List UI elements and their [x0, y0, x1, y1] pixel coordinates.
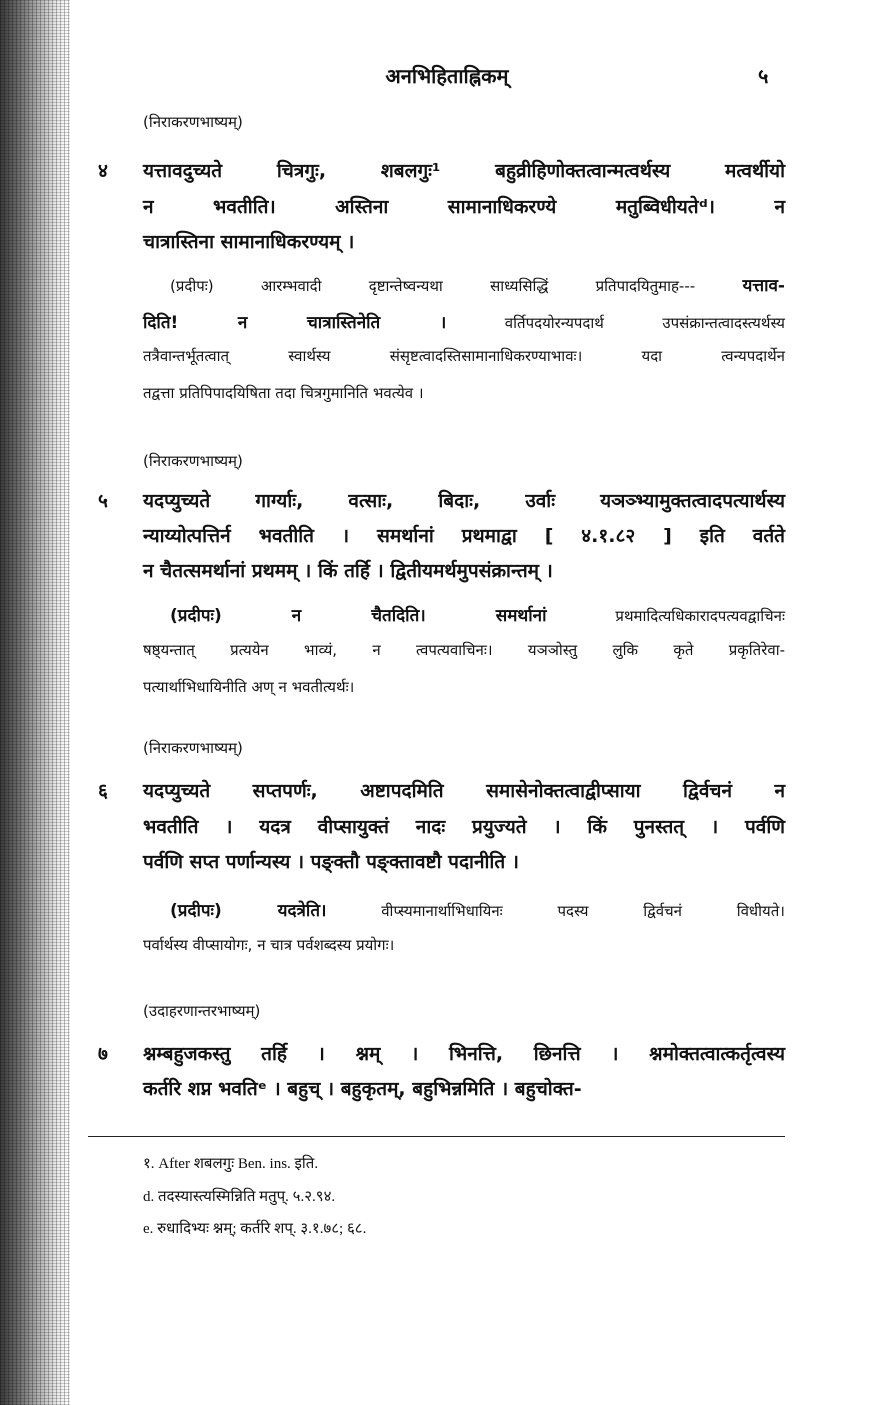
paragraph-number: ४ — [98, 160, 108, 182]
scan-edge-shadow — [0, 0, 70, 1405]
footnote: e. रुधादिभ्यः श्नम्; कर्तरि शप्. ३.१.७८; ६८. — [143, 1221, 367, 1237]
pradipa-segment: वीप्स्यमानार्थाभिधायिनः पदस्य द्विर्वचनं विधीयते। — [326, 902, 785, 920]
running-header-title: अनभिहिताह्निकम् — [385, 64, 509, 88]
bhashya-line: चात्रास्तिना सामानाधिकरण्यम् । — [143, 231, 355, 253]
pradipa-line — [143, 677, 785, 697]
paragraph-number: ५ — [98, 490, 108, 512]
pradipa-segment: (प्रदीपः) यदत्रेति। — [170, 901, 327, 921]
footnote-divider — [88, 1136, 785, 1137]
section-heading: (निराकरणभाष्यम्) — [143, 452, 243, 470]
bhashya-line: श्नम्बहुजकस्तु तर्हि । श्नम् । भिनत्ति, छिनत्ति । श्नमोक्तत्वात्कर्तृत्वस्य — [143, 1043, 785, 1065]
section-heading: (उदाहरणान्तरभाष्यम्) — [143, 1002, 261, 1020]
page-number: ५ — [758, 64, 769, 88]
bhashya-line: न चैतत्समर्थानां प्रथमम् । किं तर्हि । द्वितीयमर्थमुपसंक्रान्तम् । — [143, 560, 553, 582]
bhashya-line: पर्वणि सप्त पर्णान्यस्य । पङ्क्तौ पङ्क्तावष्टौ पदानीति । — [143, 851, 519, 873]
pradipa-segment: वर्तिपदयोरन्यपदार्थ उपसंक्रान्तत्वादस्त्यर्थस्य — [446, 314, 785, 332]
pradipa-line — [143, 935, 785, 955]
footnote: १. After शबलगुः Ben. ins. इति. — [143, 1156, 319, 1172]
pradipa-segment: तद्वत्ता प्रतिपिपादयिषिता तदा चित्रगुमानिति भवत्येव । — [143, 384, 424, 402]
section-heading: (निराकरणभाष्यम्) — [143, 739, 243, 757]
pradipa-segment: पत्यार्थाभिधायिनीति अण् न भवतीत्यर्थः। — [143, 678, 355, 696]
pradipa-segment: दिति! न चात्रास्तिनेति । — [143, 313, 447, 333]
pradipa-segment: यत्ताव- — [742, 276, 785, 296]
bhashya-line: यत्तावदुच्यते चित्रगुः, शबलगुः¹ बहुव्रीहिणोक्तत्वान्मत्वर्थस्य मत्वर्थीयो — [143, 160, 785, 182]
bhashya-line: यदप्युच्यते गार्ग्याः, वत्साः, बिदाः, उर्वाः यञञ्भ्यामुक्तत्वादपत्यार्थस्य — [143, 490, 785, 512]
pradipa-segment: पर्वार्थस्य वीप्सायोगः, न चात्र पर्वशब्दस्य प्रयोगः। — [143, 936, 395, 954]
pradipa-segment: तत्रैवान्तर्भूतत्वात् स्वार्थस्य संसृष्टत्वादस्तिसामानाधिकरण्याभावः। यदा त्वन्यपदार्थेन — [143, 347, 785, 365]
bhashya-line: न्याय्योत्पत्तिर्न भवतीति । समर्थानां प्रथमाद्वा [ ४.१.८२ ] इति वर्तते — [143, 525, 785, 547]
pradipa-line — [170, 603, 785, 626]
pradipa-line — [143, 640, 785, 660]
pradipa-segment: षष्ठ्यन्तात् प्रत्ययेन भाव्यं, न त्वपत्यवाचिनः। यञञोस्तु लुकि कृते प्रकृतिरेवा- — [143, 641, 785, 659]
pradipa-segment: प्रथमादित्यधिकारादपत्यवद्वाचिनः — [546, 607, 785, 625]
bhashya-line: यदप्युच्यते सप्तपर्णः, अष्टापदमिति समासेनोक्तत्वाद्वीप्साया द्विर्वचनं न — [143, 780, 785, 802]
footnote: d. तदस्यास्त्यस्मिन्निति मतुप्. ५.२.९४. — [143, 1189, 336, 1205]
pradipa-line — [143, 310, 785, 333]
paragraph-number: ६ — [98, 780, 108, 802]
pradipa-line — [143, 346, 785, 366]
paragraph-number: ७ — [98, 1043, 108, 1065]
pradipa-line — [143, 383, 785, 403]
pradipa-line — [170, 273, 785, 296]
bhashya-line: भवतीति । यदत्र वीप्सायुक्तं नादः प्रयुज्यते । किं पुनस्तत् । पर्वणि — [143, 816, 785, 838]
section-heading: (निराकरणभाष्यम्) — [143, 113, 243, 131]
bhashya-line: न भवतीति। अस्तिना सामानाधिकरण्ये मतुब्विधीयतेᵈ। न — [143, 196, 785, 218]
pradipa-segment: (प्रदीपः) न चैतदिति। समर्थानां — [170, 606, 547, 626]
pradipa-line — [170, 898, 785, 921]
bhashya-line: कर्तरि शप्न भवतिᵉ । बहुच् । बहुकृतम्, बहुभिन्नमिति । बहुचोक्त- — [143, 1078, 582, 1100]
pradipa-segment: (प्रदीपः) आरम्भवादी दृष्टान्तेष्वन्यथा साध्यसिद्धिं प्रतिपादयितुमाह--- — [170, 277, 743, 295]
